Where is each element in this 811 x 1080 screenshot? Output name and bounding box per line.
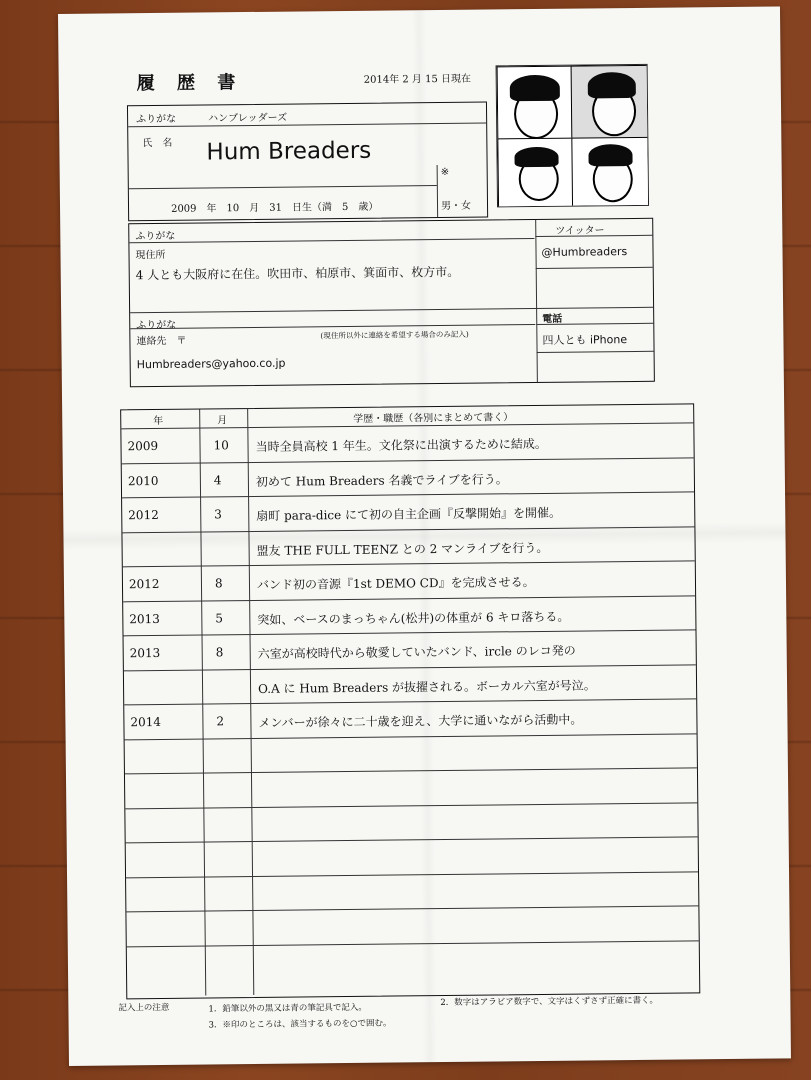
note-3: 3．※印のところは、該当するものを○で囲む。 xyxy=(208,1018,392,1031)
history-detail: O.A に Hum Breaders が抜擢される。ボーカル六室が号泣。 xyxy=(258,677,596,696)
phone-label: 電話 xyxy=(542,313,563,325)
personal-info-table xyxy=(127,102,488,222)
contact-furigana-label: ふりがな xyxy=(136,319,177,332)
history-year: 2013 xyxy=(129,645,161,661)
history-detail: 六室が高校時代から敬愛していたバンド、ircle のレコ発の xyxy=(257,643,576,661)
phone-value: 四人とも iPhone xyxy=(542,333,628,347)
current-address-value: 4 人とも大阪府に在住。吹田市、柏原市、箕面市、枚方市。 xyxy=(135,264,460,283)
address-furigana-label: ふりがな xyxy=(135,230,176,243)
history-year: 2013 xyxy=(129,611,160,626)
furigana-value: ハンブレッダーズ xyxy=(208,112,288,125)
current-address-label: 現住所 xyxy=(135,249,166,262)
twitter-value: @Humbreaders xyxy=(541,245,628,259)
note-2: 2．数字はアラビア数字で、文字はくずさず正確に書く。 xyxy=(440,995,658,1009)
table-row xyxy=(127,940,699,981)
history-month: 2 xyxy=(216,714,225,729)
history-month: 5 xyxy=(215,610,224,625)
document-date: 2014年 2 月 15 日現在 xyxy=(363,73,472,86)
history-month: 3 xyxy=(214,507,222,522)
history-detail: メンバーが徐々に二十歳を迎え、大学に通いながら活動中。 xyxy=(258,712,583,730)
history-year: 2012 xyxy=(128,576,160,592)
contact-label: 連絡先 〒 xyxy=(136,335,187,348)
contact-note: (現住所以外に連絡を希望する場合のみ記入) xyxy=(320,329,469,341)
address-contact-table xyxy=(128,218,655,387)
twitter-label: ツイッター xyxy=(555,225,605,237)
note-1: 1．鉛筆以外の黒又は青の筆記具で記入。 xyxy=(208,1002,367,1015)
history-month: 10 xyxy=(213,438,229,453)
history-year: 2012 xyxy=(128,507,159,523)
history-year: 2010 xyxy=(127,473,159,488)
band-photo xyxy=(496,64,649,208)
furigana-label: ふりがな xyxy=(136,113,177,126)
history-detail: 盟友 THE FULL TEENZ との 2 マンライブを行う。 xyxy=(256,540,549,558)
email-value: Humbreaders@yahoo.co.jp xyxy=(136,356,286,372)
history-table xyxy=(120,403,700,999)
history-detail: 初めて Hum Breaders 名義でライブを行う。 xyxy=(255,471,508,489)
history-month: 8 xyxy=(214,576,223,591)
notes-label: 記入上の注意 xyxy=(118,1002,170,1014)
birth-date: 2009 年 10 月 31 日生（満 5 歳） xyxy=(170,201,379,215)
resume-sheet xyxy=(58,6,791,1066)
name-value: Hum Breaders xyxy=(206,137,372,166)
history-detail: バンド初の音源『1st DEMO CD』を完成させる。 xyxy=(256,575,535,592)
col-detail-header: 学歴・職歴（各別にまとめて書く） xyxy=(353,412,514,425)
history-detail: 突如、ベースのまっちゃん(松井)の体重が 6 キロ落ちる。 xyxy=(257,609,570,627)
history-detail: 扇町 para-dice にて初の自主企画『反撃開始』を開催。 xyxy=(256,505,562,523)
history-detail: 当時全員高校 1 年生。文化祭に出演するために結成。 xyxy=(255,436,547,454)
col-year-header: 年 xyxy=(153,415,164,428)
gender-mark: ※ xyxy=(440,166,450,179)
document-title: 履 歴 書 xyxy=(136,72,244,95)
name-label: 氏 名 xyxy=(142,137,173,150)
history-year: 2014 xyxy=(130,714,162,730)
history-month: 8 xyxy=(215,645,224,660)
history-year: 2009 xyxy=(127,438,159,454)
gender-value: 男・女 xyxy=(440,200,472,212)
col-month-header: 月 xyxy=(217,415,228,427)
history-month: 4 xyxy=(213,472,222,487)
